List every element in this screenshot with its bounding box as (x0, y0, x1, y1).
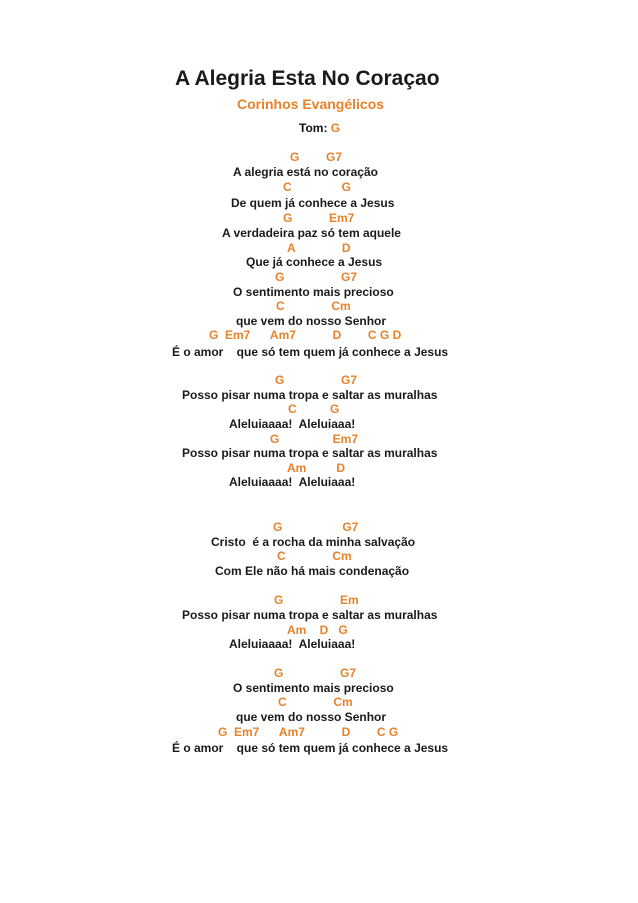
song-line: G G7 (275, 373, 358, 387)
song-line: É o amor que só tem quem já conhece a Jesus (172, 741, 449, 755)
song-line: que vem do nosso Senhor (236, 314, 387, 328)
song-line: Cristo é a rocha da minha salvação (211, 535, 416, 549)
song-line: Com Ele não há mais condenação (215, 564, 410, 578)
song-line: G Em7 (270, 432, 359, 446)
song-line: C Cm (278, 695, 353, 709)
song-line: C G (283, 180, 352, 194)
song-line: A D (287, 241, 351, 255)
song-line: O sentimento mais precioso (233, 681, 394, 695)
song-line: que vem do nosso Senhor (236, 710, 387, 724)
song-line: G Em7 Am7 D C G (218, 725, 399, 739)
song-line: Posso pisar numa tropa e saltar as muralhas (182, 446, 438, 460)
song-line: É o amor que só tem quem já conhece a Jesus (172, 345, 449, 359)
song-line: De quem já conhece a Jesus (231, 196, 395, 210)
song-line: C Cm (276, 299, 351, 313)
song-line: G G7 (290, 150, 343, 164)
song-line: Am D (287, 461, 346, 475)
song-line: Posso pisar numa tropa e saltar as muralhas (182, 608, 438, 622)
page-title: A Alegria Esta No Coraçao (175, 67, 440, 90)
song-line: G G7 (275, 270, 358, 284)
song-line: C G (288, 402, 340, 416)
song-line: Aleluiaaaa! Aleluiaaa! (229, 637, 356, 651)
song-line: C Cm (277, 549, 352, 563)
song-line: Que já conhece a Jesus (246, 255, 383, 269)
song-line: Am D G (287, 623, 348, 637)
song-line: Posso pisar numa tropa e saltar as muralhas (182, 388, 438, 402)
song-line: G Em (274, 593, 359, 607)
song-line: G Em7 Am7 D C G D (209, 328, 402, 342)
song-line: Aleluiaaaa! Aleluiaaa! (229, 417, 356, 431)
song-line: A alegria está no coração (233, 165, 378, 179)
song-line: A verdadeira paz só tem aquele (222, 226, 401, 240)
page-subtitle: Corinhos Evangélicos (237, 96, 385, 112)
song-key-value: G (330, 121, 341, 135)
song-line: G Em7 (283, 211, 355, 225)
song-key-label: Tom: (299, 121, 331, 135)
song-line: O sentimento mais precioso (233, 285, 394, 299)
song-line: Aleluiaaaa! Aleluiaaa! (229, 475, 356, 489)
song-line: G G7 (274, 666, 357, 680)
song-line: G G7 (273, 520, 359, 534)
